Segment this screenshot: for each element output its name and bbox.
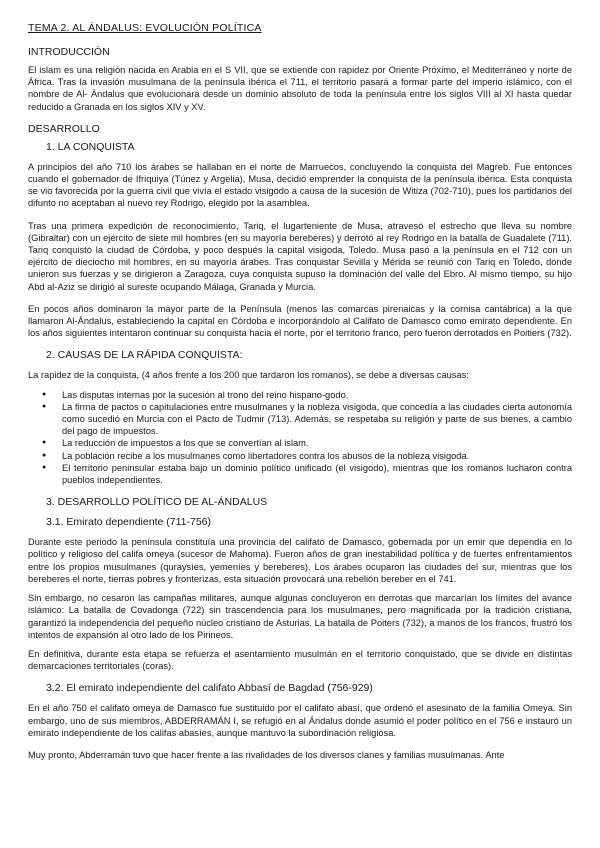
intro-paragraph: El islam es una religión nacida en Arabia en el S VII, que se extiende con rapidez por Oriente Próximo, el Mediterráneo y norte de África. Tras la invasión musulmana de la península ibérica el 711, el territorio pasará a formar parte del imperio islámico, con el nombre de Al- Ándalus que evolucionará desde un dominio absoluto de toda la península entre los siglos VIII al XI hasta quedar reducido a Granada en los siglos XIV y XV. <box>28 65 572 112</box>
list-item: ● El territorio peninsular estaba bajo un dominio político unificado (el visigodo), mientras que los romanos lucharon contra pueblos independientes. <box>62 462 572 486</box>
intro-heading: INTRODUCCIÓN <box>28 46 110 58</box>
section-3-2-paragraph-2: Muy pronto, Abderramán tuvo que hacer frente a las rivalidades de los diversos clanes y familias musulmanas. Ante <box>28 749 505 760</box>
section-3-2-heading: 3.2. El emirato independiente del califato Abbasí de Bagdad (756-929) <box>46 682 373 695</box>
section-3-1-paragraph-1: Durante este periodo la península constituía una provincia del califato de Damasco, gobernada por un emir que dependía en lo político y religioso del califa omeya (sucesor de Mahoma). Fueron años de gran inestabilidad política y de fuertes enfrentamientos entre los propios musulmanes (quraysíes, yemeníes y bereberes). Los árabes ocuparon las ciudades del sur, mientras que los bereberes el norte, tierras pobres y fronterizas, esta situación provocará una rebelión bereber en el 741. <box>28 537 572 584</box>
list-item: ● La firma de pactos o capitulaciones entre musulmanes y la nobleza visigoda, que concedía a las ciudades cierta autonomía como sucedió en Murcia con el Pacto de Tudmir (713). Además, se respetaba su religión y parte de sus bienes, a cambio del pago de impuestos. <box>62 401 572 438</box>
list-item: ● Las disputas internas por la sucesión al trono del reino hispano-godo. <box>62 389 572 401</box>
causes-list <box>28 389 572 487</box>
section-1-paragraph-3: En pocos años dominaron la mayor parte de la Península (menos las comarcas pirenaicas y la cornisa cantábrica) a la que llamaron Al-Ándalus, estableciendo la capital en Córdoba e incorporándolo al Califato de Damasco como emirato dependiente. En los años siguientes intentaron continuar su conquista hacia el norte, por el territorio franco, pero fueron derrotados en Poitiers (732). <box>28 303 572 339</box>
section-3-1-heading: 3.1. Emirato dependiente (711-756) <box>46 516 211 529</box>
list-item: ● La población recibe a los musulmanes como libertadores contra los abusos de la nobleza visigoda. <box>62 450 572 462</box>
section-3-1-paragraph-3: En definitiva, durante esta etapa se refuerza el asentamiento musulmán en el territorio conquistado, que se divide en distintas demarcaciones territoriales (coras). <box>28 648 572 672</box>
list-item: ● La reducción de impuestos a los que se convertían al islam. <box>62 437 572 449</box>
section-2-intro: La rapidez de la conquista, (4 años frente a los 200 que tardaron los romanos), se debe a diversas causas: <box>28 370 469 381</box>
desarrollo-heading: DESARROLLO <box>28 122 100 135</box>
section-1-paragraph-1: A principios del año 710 los árabes se hallaban en el norte de Marruecos, concluyendo la conquista del Magreb. Fue entonces cuando el gobernador de Ifriquiya (Túnez y Argelia), Musa, decidió emprender la conquista de la península ibérica. Esta conquista se vio favorecida por la guerra civil que vivía el estado visigodo a causa de la sucesión de Witiza (702-710), pues los partidarios del difunto no aceptaban al nuevo rey Rodrigo, elegido por la asamblea. <box>28 161 572 209</box>
section-1-paragraph-2: Tras una primera expedición de reconocimiento, Tariq, el lugarteniente de Musa, atravesó el estrecho que lleva su nombre (Gibraltar) con un ejército de siete mil hombres (en su mayoría bereberes) y derrotó al rey Rodrigo en la batalla de Guadalete (711). Tariq conquistó la ciudad de Córdoba, y poco después la capital visigoda, Toledo. Musa pasó a la península en el 712 con un ejército de dieciocho mil hombres, en su mayoría árabes. Tras conquistar Sevilla y Mérida se reunió con Tariq en Toledo, donde unieron sus fuerzas y se dirigieron a Zaragoza, cuya conquista supuso la dominación del valle del Ebro. Al mismo tiempo, su hijo Abd al-Aziz se dirigió al sureste ocupando Málaga, Granada y Murcia. <box>28 220 572 292</box>
section-2-heading: 2. CAUSAS DE LA RÁPIDA CONQUISTA: <box>46 349 243 362</box>
section-1-heading: 1. LA CONQUISTA <box>46 140 135 153</box>
section-3-heading: 3. DESARROLLO POLÍTICO DE AL-ÁNDALUS <box>46 496 268 509</box>
section-3-1-paragraph-2: Sin embargo, no cesaron las campañas militares, aunque algunas concluyeron en derrotas que marcarían los límites del avance islámico: La batalla de Covadonga (722) sin trascendencia para los musulmanes, pero magnificada por la tradición cristiana, garantizó la independencia del pequeño núcleo cristiano de Asturias. La batalla de Poiters (732), a manos de los francos, frustró los intentos de expansión al otro lado de los Pirineos. <box>28 593 572 640</box>
section-3-2-paragraph-1: En el año 750 el califato omeya de Damasco fue sustituido por el califato abasí, que ordenó el asesinato de la familia Omeya. Sin embargo, uno de sus miembros, ABDERRAMÁN I, se refugió en al Ándalus donde asumió el poder político en el 756 e instauró un emirato independiente de los califas abasíes, aunque mantuvo la subordinación religiosa. <box>28 703 572 738</box>
document-title: TEMA 2. AL ÁNDALUS: EVOLUCIÓN POLÍTICA <box>28 22 262 34</box>
